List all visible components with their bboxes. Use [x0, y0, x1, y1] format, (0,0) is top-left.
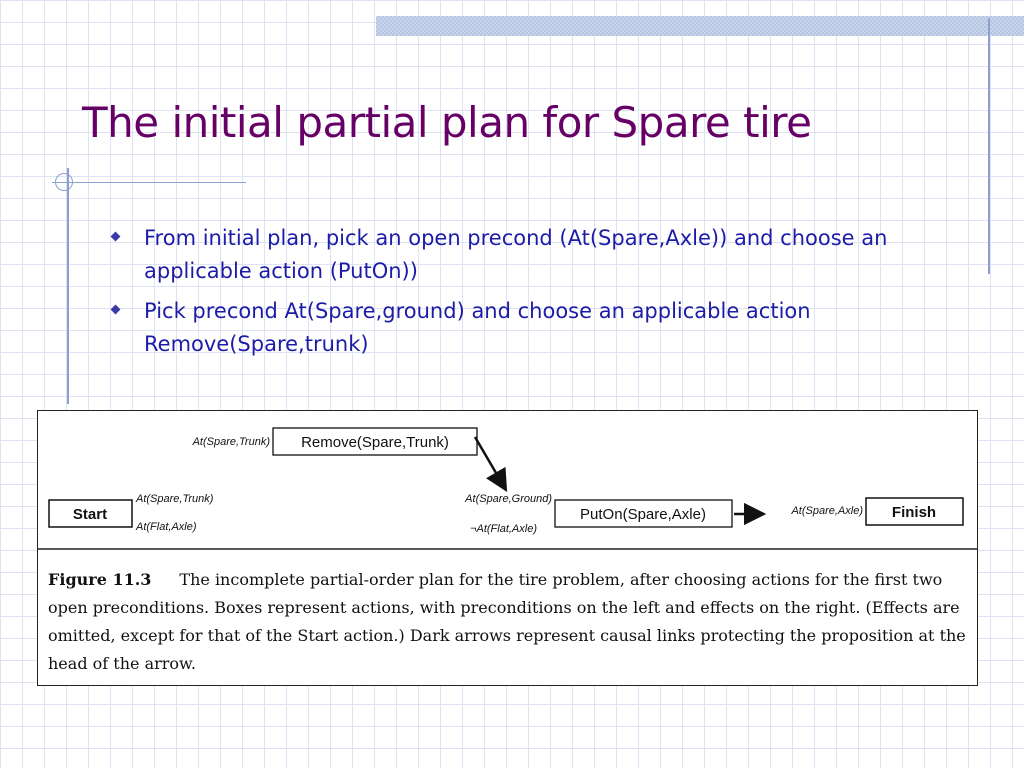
puton-precond-1-label: At(Spare,Ground)	[465, 493, 552, 505]
start-effect-1-label: At(Spare,Trunk)	[136, 493, 214, 505]
remove-action-label: Remove(Spare,Trunk)	[301, 434, 449, 451]
slide-title: The initial partial plan for Spare tire	[82, 98, 812, 147]
figure-caption	[48, 566, 968, 678]
finish-action-label: Finish	[891, 504, 937, 521]
bullet-text-2: Pick precond At(Spare,ground) and choose an applicable action Remove(Spare,trunk)	[144, 299, 811, 356]
caption-text: The incomplete partial-order plan for the tire problem, after choosing actions for the first two open preconditions. Boxes represent actions, with preconditions on the left and effects on the right. (Effects are omitted, except for that of the Start action.) Dark arrows represent causal links protecting the proposition at the head of the arrow.	[48, 570, 966, 673]
finish-precond-label: At(Spare,Axle)	[791, 505, 863, 517]
start-action-label: Start	[72, 506, 108, 523]
start-effect-2-label: At(Flat,Axle)	[136, 521, 197, 533]
causal-link-arrow-remove-to-puton	[475, 437, 506, 490]
bullet-text-1: From initial plan, pick an open precond (At(Spare,Axle)) and choose an applicable action (PutOn))	[144, 226, 888, 283]
remove-precond-label: At(Spare,Trunk)	[192, 436, 270, 448]
caption-label: Figure 11.3	[48, 570, 152, 589]
puton-precond-2-label: ¬At(Flat,Axle)	[470, 523, 537, 535]
puton-action-label: PutOn(Spare,Axle)	[580, 506, 706, 523]
